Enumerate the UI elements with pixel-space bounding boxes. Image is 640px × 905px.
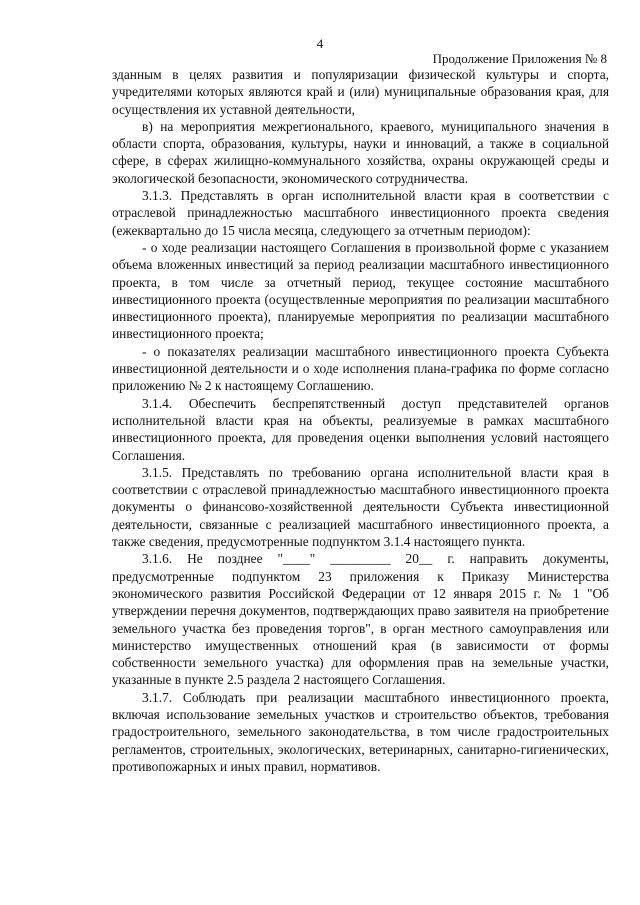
appendix-label: Продолжение Приложения № 8 <box>432 51 607 66</box>
paragraph-3-1-6: 3.1.6. Не позднее "____" _________ 20__ г. направить документы, предусмотренные подпунктом 23 приложения к Приказу Министерства экономического развития Российской Федерации от 12 января 2015 г. № 1 "Об утверждении перечня документов, подтверждающих право заявителя на приобретение земельного участка без проведения торгов", в орган местного самоуправления или министерство имущественных отношений края (в зависимости от формы собственности земельного участка) для оформления прав на земельные участки, указанные в пункте 2.5 раздела 2 настоящего Соглашения. <box>112 551 609 688</box>
paragraph-3-1-5: 3.1.5. Представлять по требованию органа исполнительной власти края в соответствии с отраслевой принадлежностью масштабного инвестиционного проекта документы о финансово-хозяйственной деятельности Субъекта инвестиционной деятельности, связанные с реализацией масштабного инвестиционного проекта, а также сведения, предусмотренные подпунктом 3.1.4 настоящего пункта. <box>112 464 609 550</box>
page-number: 4 <box>316 36 324 51</box>
paragraph-3-1-4: 3.1.4. Обеспечить беспрепятственный доступ представителей органов исполнительной власти края на объекты, реализуемые в рамках масштабного инвестиционного проекта, для проведения оценки выполнения условий настоящего Соглашения. <box>112 395 609 463</box>
paragraph-3-1-3: 3.1.3. Представлять в орган исполнительной власти края в соответствии с отраслевой принадлежностью масштабного инвестиционного проекта сведения (ежеквартально до 15 числа месяца, следующего за отчетным периодом): <box>112 188 609 238</box>
document-body <box>112 66 609 775</box>
paragraph-item-v: в) на мероприятия межрегионального, краевого, муниципального значения в области спорта, образования, культуры, науки и инноваций, а также в социальной сфере, в сферах жилищно-коммунального хозяйства, охраны окружающей среды и экологической безопасности, экономического сотрудничества. <box>112 118 609 186</box>
paragraph-bullet-indicators: - о показателях реализации масштабного инвестиционного проекта Субъекта инвестиционной деятельности и о ходе исполнения плана-графика по форме согласно приложению № 2 к настоящему Соглашению. <box>112 343 609 394</box>
paragraph-3-1-7: 3.1.7. Соблюдать при реализации масштабного инвестиционного проекта, включая использование земельных участков и строительство объектов, требования градостроительного, земельного законодательства, в том числе градостроительных регламентов, строительных, экологических, ветеринарных, санитарно-гигиенических, противопожарных и иных правил, нормативов. <box>112 689 609 774</box>
paragraph-bullet-progress: - о ходе реализации настоящего Соглашения в произвольной форме с указанием объема вложенных инвестиций за период реализации масштабного инвестиционного проекта, в том числе за отчетный период, текущее состояние масштабного инвестиционного проекта (осуществленные мероприятия по реализации масштабного инвестиционного проекта), планируемые мероприятия по реализации масштабного инвестиционного проекта; <box>112 239 609 342</box>
paragraph-continuation: зданным в целях развития и популяризации физической культуры и спорта, учредителями которых являются край и (или) муниципальные образования края, для осуществления их уставной деятельности, <box>112 67 609 117</box>
